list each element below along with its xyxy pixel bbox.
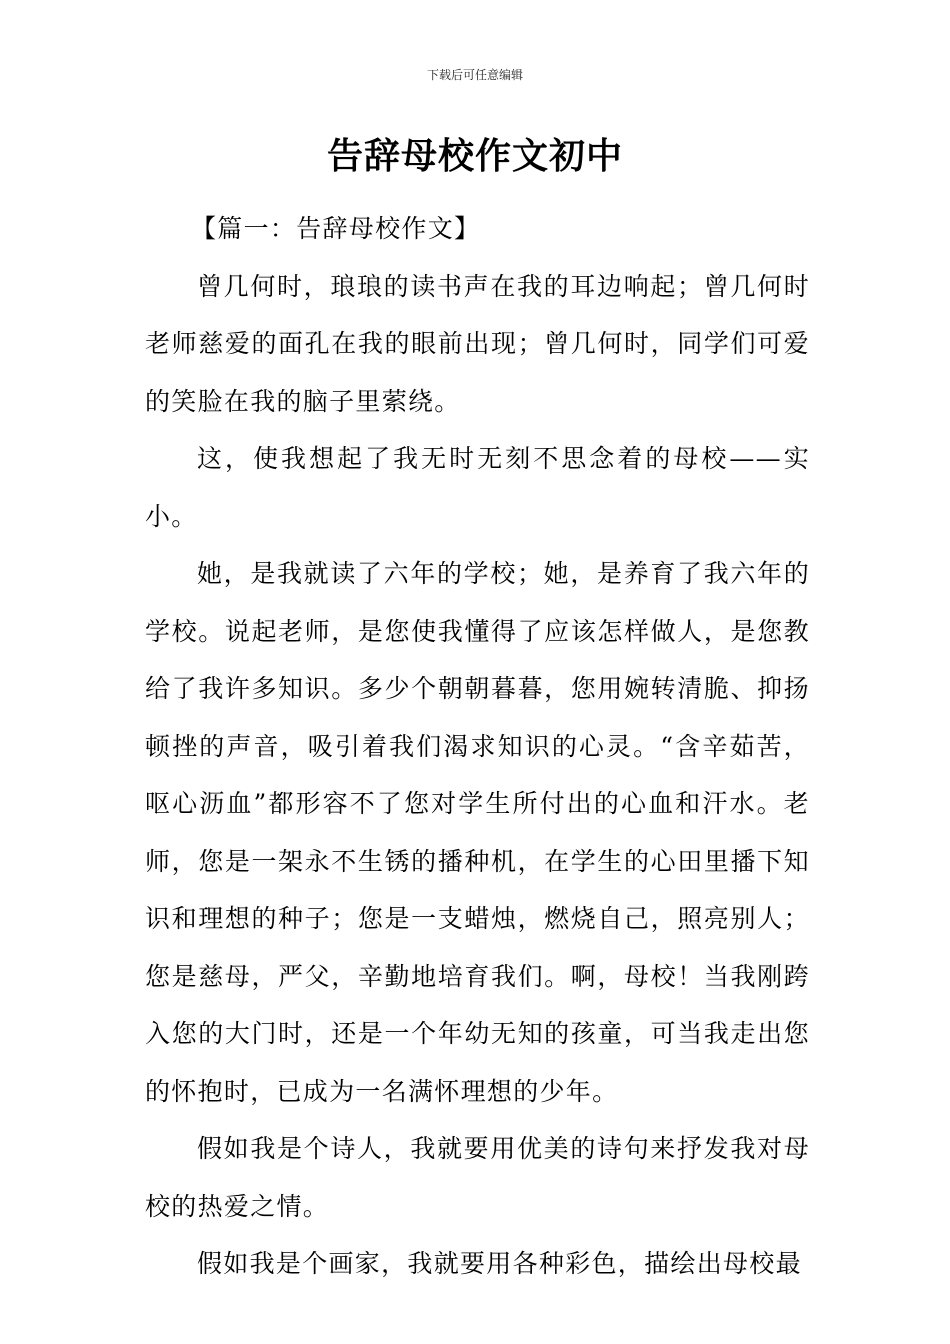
- header-note: 下载后可任意编辑: [426, 68, 523, 82]
- document-title: 告辞母校作文初中: [326, 136, 623, 177]
- paragraph-3: 她，是我就读了六年的学校；她，是养育了我六年的学校。说起老师，是您使我懂得了应该怎样做人，是您教给了我许多知识。多少个朝朝暮暮，您用婉转清脆、抑扬顿挫的声音，吸引着我们渴求知识的心灵。“含辛茹苦，呕心沥血”都形容不了您对学生所付出的心血和汗水。老师，您是一架永不生锈的播种机，在学生的心田里播下知识和理想的种子；您是一支蜡烛，燃烧自己，照亮别人；您是慈母，严父，辛勤地培育我们。啊，母校！当我刚跨入您的大门时，还是一个年幼无知的孩童，可当我走出您的怀抱时，已成为一名满怀理想的少年。: [145, 559, 810, 1106]
- paragraph-5: 假如我是个画家，我就要用各种彩色，描绘出母校最: [197, 1249, 802, 1278]
- paragraph-4: 假如我是个诗人，我就要用优美的诗句来抒发我对母校的热爱之情。: [145, 1134, 810, 1221]
- document-body: [145, 200, 810, 1293]
- paragraph-2: 这，使我想起了我无时无刻不思念着的母校——实小。: [145, 444, 810, 531]
- section-heading: 【篇一：告辞母校作文】: [191, 214, 481, 243]
- paragraph-1: 曾几何时，琅琅的读书声在我的耳边响起；曾几何时老师慈爱的面孔在我的眼前出现；曾几何时，同学们可爱的笑脸在我的脑子里萦绕。: [145, 271, 810, 416]
